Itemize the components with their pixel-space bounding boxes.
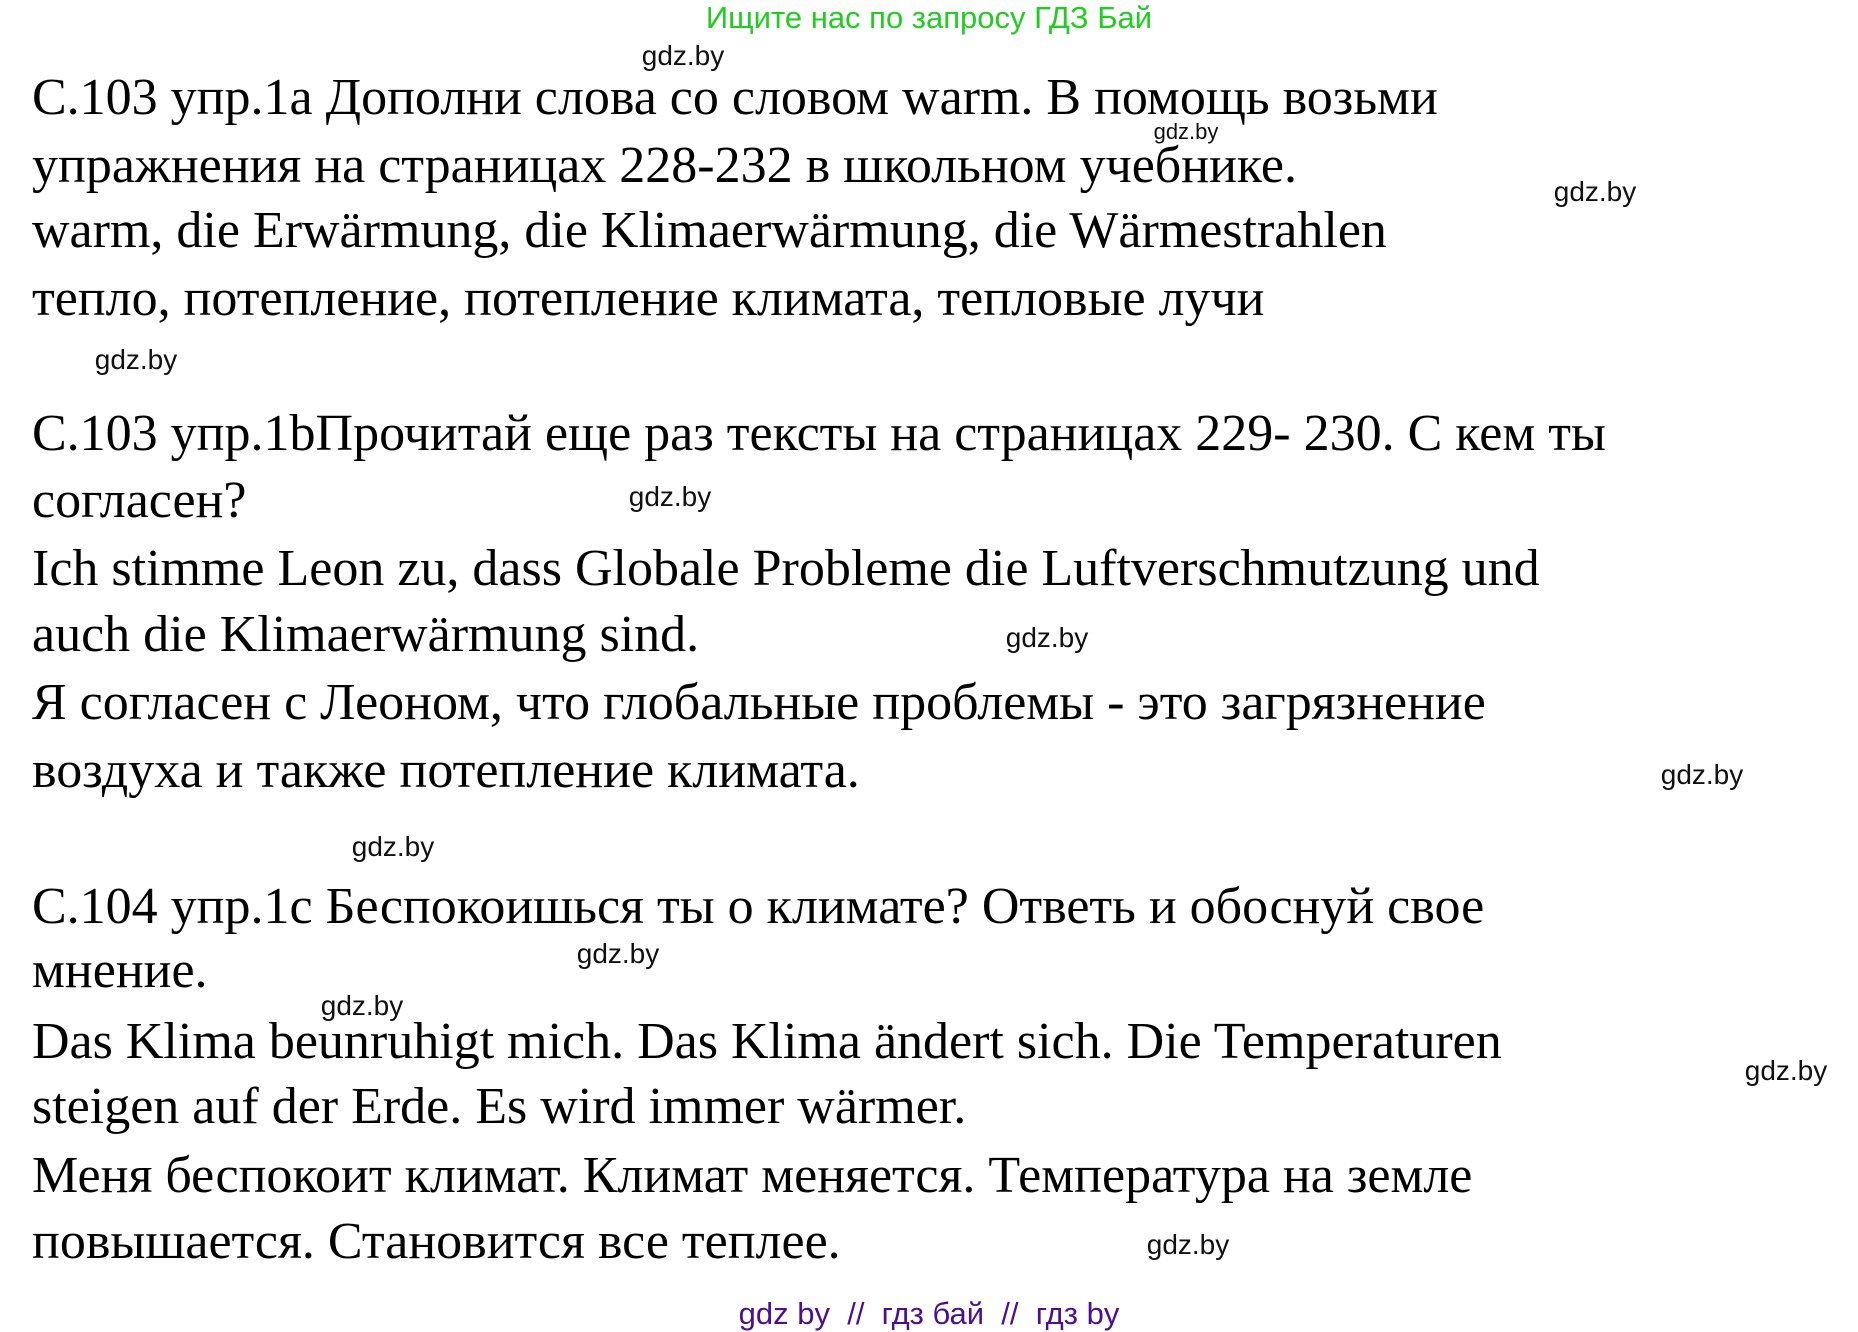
watermark: gdz.by [641,40,725,71]
text-line: steigen auf der Erde. Es wird immer wärmer. [32,1078,967,1135]
exercise-heading: С.103 упр.1bПрочитай еще раз тексты на страницах 229- 230. С кем ты [32,405,1606,462]
text-line: Я согласен с Леоном, что глобальные проблемы - это загрязнение [32,674,1486,731]
text-line: повышается. Становится все теплее. [32,1213,841,1270]
footer-links: gdz by // гдз бай // гдз by [738,1296,1120,1331]
exercise-heading: С.104 упр.1с Беспокоишься ты о климате? Ответь и обоснуй свое [32,878,1485,935]
text-line: согласен? [32,472,247,529]
text-line: воздуха и также потепление климата. [32,742,860,799]
exercise-heading: С.103 упр.1a Дополни слова со словом warm. В помощь возьми [32,69,1438,126]
watermark: gdz.by [1153,119,1219,144]
watermark: gdz.by [628,481,712,512]
search-hint-banner: Ищите нас по запросу ГДЗ Бай [705,0,1153,35]
watermark: gdz.by [576,938,660,969]
text-line: мнение. [32,942,208,999]
text-line: auch die Klimaerwärmung sind. [32,606,700,663]
text-line: Меня беспокоит климат. Климат меняется. Температура на земле [32,1147,1473,1204]
watermark: gdz.by [1146,1229,1230,1260]
watermark: gdz.by [320,990,404,1021]
watermark: gdz.by [1660,759,1744,790]
watermark: gdz.by [1005,622,1089,653]
watermark: gdz.by [351,831,435,862]
watermark: gdz.by [1744,1055,1828,1086]
text-line: warm, die Erwärmung, die Klimaerwärmung, die Wärmestrahlen [32,202,1387,259]
text-line: упражнения на страницах 228-232 в школьном учебнике. [32,137,1297,194]
text-line: тепло, потепление, потепление климата, тепловые лучи [32,270,1265,327]
text-line: Ich stimme Leon zu, dass Globale Probleme die Luftverschmutzung und [32,540,1540,597]
watermark: gdz.by [94,344,178,375]
watermark: gdz.by [1553,176,1637,207]
text-line: Das Klima beunruhigt mich. Das Klima ändert sich. Die Temperaturen [32,1013,1502,1070]
